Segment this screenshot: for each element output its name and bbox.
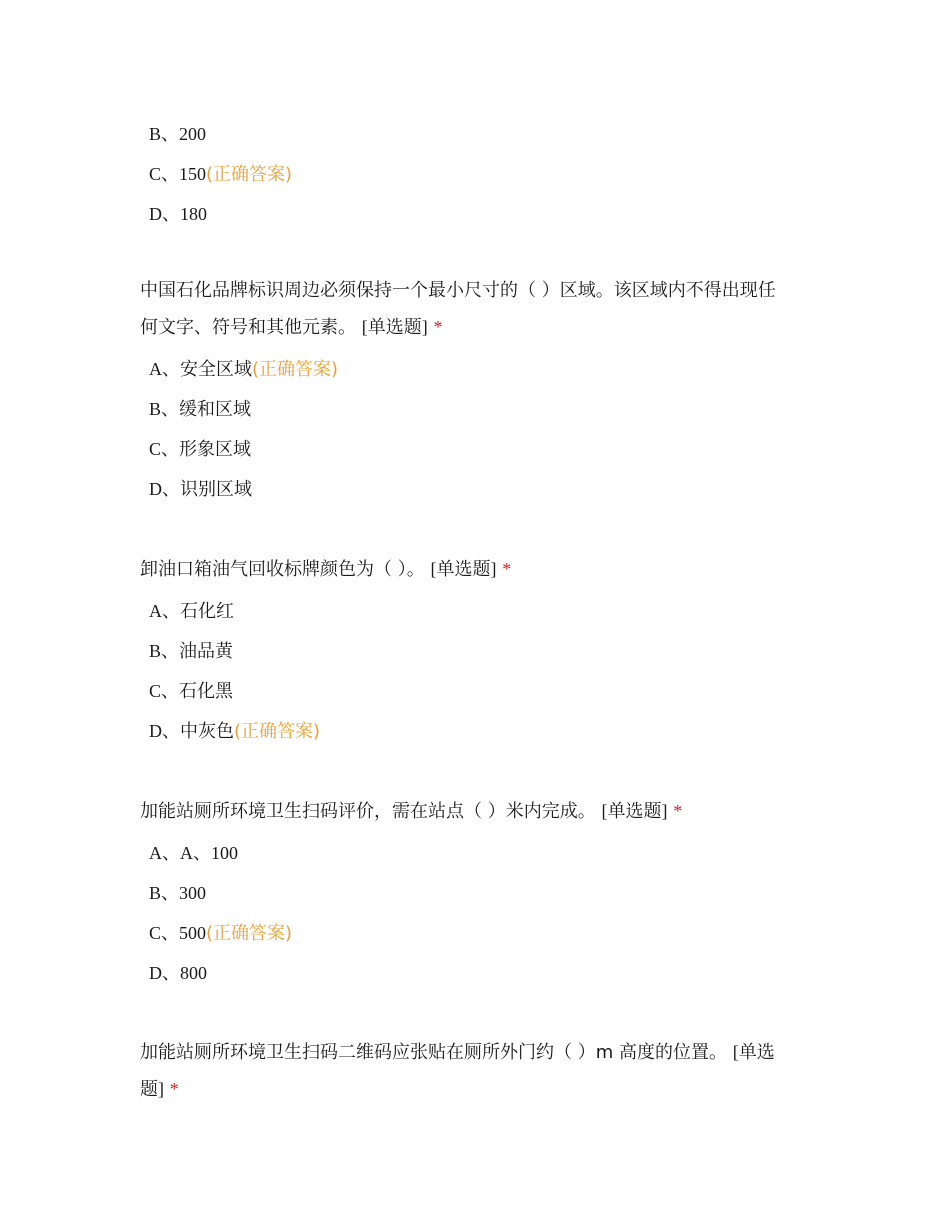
question-title: 卸油口箱油气回收标牌颜色为（ ）。 [单选题] * — [140, 559, 512, 580]
option-a: A、石化红 — [149, 601, 234, 622]
question-type-tag: [单选题] — [430, 559, 497, 579]
question-title: 加能站厕所环境卫生扫码二维码应张贴在厕所外门约（ ）m 高度的位置。 [单选 题] * — [140, 1042, 775, 1099]
options-list — [140, 349, 812, 509]
option-c: C、150(正确答案) — [149, 164, 293, 185]
option-c: C、500(正确答案) — [149, 923, 293, 944]
option-c: C、形象区域 — [149, 439, 252, 460]
question-block-4 — [140, 1034, 812, 1108]
options-list — [140, 591, 812, 751]
correct-answer-tag: (正确答案) — [206, 164, 293, 185]
option-d: D、中灰色(正确答案) — [149, 721, 321, 742]
required-mark: * — [502, 559, 512, 579]
options-list — [140, 833, 812, 993]
option-b: B、300 — [149, 883, 207, 904]
required-mark: * — [433, 317, 443, 337]
required-mark: * — [673, 801, 683, 821]
question-type-tag: [单选题] — [361, 317, 428, 337]
question-block-3 — [140, 793, 812, 993]
option-b: B、200 — [149, 124, 207, 145]
required-mark: * — [169, 1079, 179, 1099]
correct-answer-tag: (正确答案) — [252, 359, 339, 380]
options-list — [140, 114, 812, 234]
option-a: A、A、100 — [149, 843, 238, 864]
question-type-tag-end: 题] — [140, 1079, 164, 1099]
option-d: D、800 — [149, 963, 207, 984]
question-block-0 — [140, 114, 812, 234]
option-d: D、识别区域 — [149, 479, 252, 500]
question-block-1 — [140, 272, 812, 509]
option-a: A、安全区域(正确答案) — [149, 359, 339, 380]
option-b: B、缓和区域 — [149, 399, 252, 420]
option-b: B、油品黄 — [149, 641, 234, 662]
question-block-2 — [140, 551, 812, 751]
option-c: C、石化黑 — [149, 681, 234, 702]
correct-answer-tag: (正确答案) — [234, 721, 321, 742]
question-title: 中国石化品牌标识周边必须保持一个最小尺寸的（ ）区域。该区域内不得出现任 何文字、符号和其他元素。 [单选题] * — [140, 280, 776, 338]
correct-answer-tag: (正确答案) — [206, 923, 293, 944]
question-type-tag-start: [单选 — [732, 1042, 775, 1062]
question-type-tag: [单选题] — [601, 801, 668, 821]
question-title: 加能站厕所环境卫生扫码评价，需在站点（ ）米内完成。 [单选题] * — [140, 801, 683, 822]
option-d: D、180 — [149, 204, 207, 225]
